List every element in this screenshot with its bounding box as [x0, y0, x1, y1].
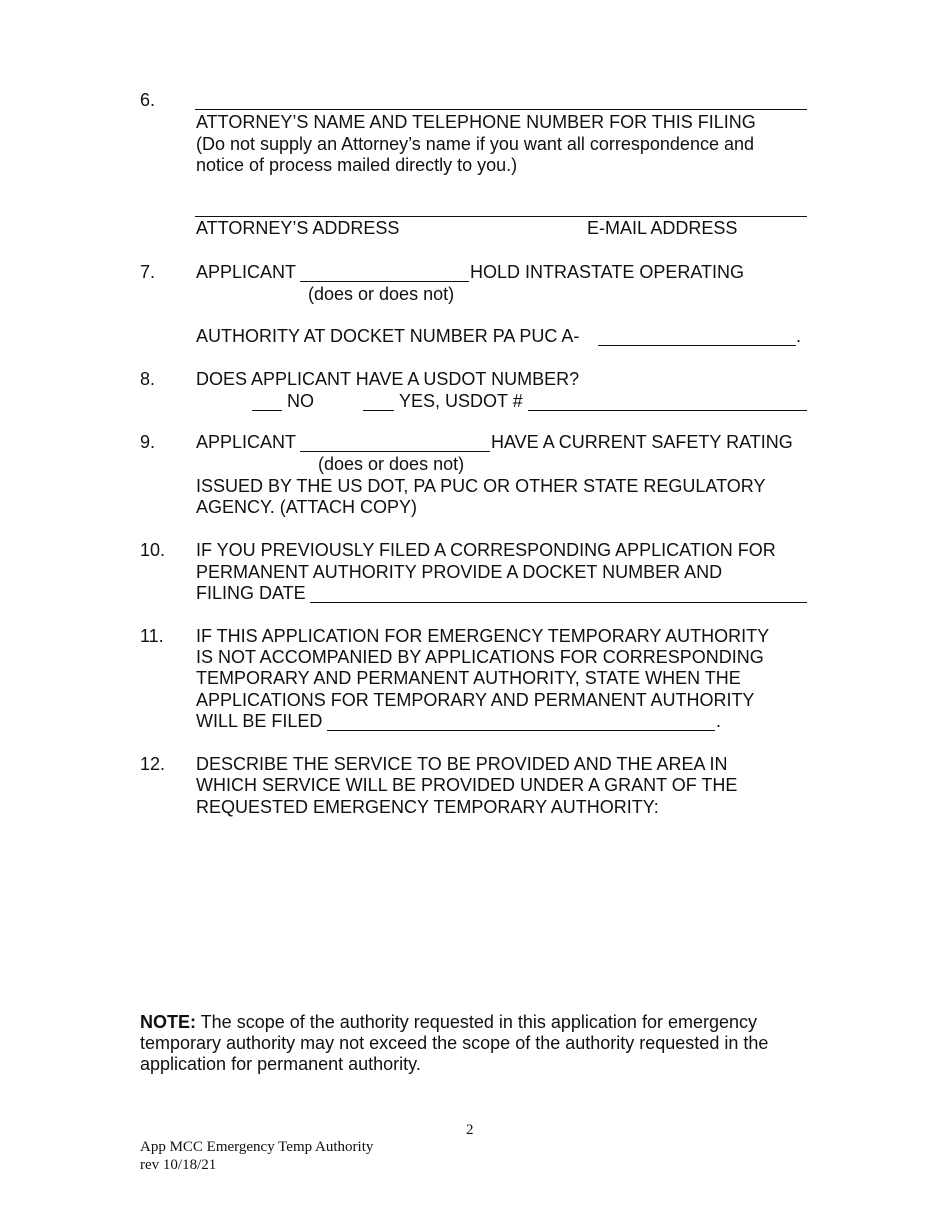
item-10-number: 10.: [140, 540, 166, 560]
item-10-line-1: IF YOU PREVIOUSLY FILED A CORRESPONDING APPLICATION FOR: [196, 540, 776, 560]
attorney-name-caption: ATTORNEY’S NAME AND TELEPHONE NUMBER FOR THIS FILING: [196, 112, 756, 132]
item-9-line-2: ISSUED BY THE US DOT, PA PUC OR OTHER STATE REGULATORY: [196, 476, 766, 496]
item-8-number: 8.: [140, 369, 156, 389]
item-10-line-3: FILING DATE: [196, 583, 306, 603]
item-12-line-2: WHICH SERVICE WILL BE PROVIDED UNDER A GRANT OF THE: [196, 775, 738, 795]
usdot-no-checkbox[interactable]: [252, 410, 282, 411]
item-7-hold-label: HOLD INTRASTATE OPERATING: [470, 262, 745, 282]
attorney-address-field[interactable]: [195, 216, 807, 217]
item-12-line-3: REQUESTED EMERGENCY TEMPORARY AUTHORITY:: [196, 797, 659, 817]
item-11-line-2: IS NOT ACCOMPANIED BY APPLICATIONS FOR CORRESPONDING: [196, 647, 764, 667]
item-9-line-3: AGENCY. (ATTACH COPY): [196, 497, 418, 517]
item-7-period: .: [796, 326, 802, 346]
usdot-number-field[interactable]: [528, 410, 807, 411]
email-address-label: E-MAIL ADDRESS: [587, 218, 738, 238]
item-11-line-5: WILL BE FILED: [196, 711, 323, 731]
attorney-instruction-line-1: (Do not supply an Attorney’s name if you want all correspondence and: [196, 134, 754, 154]
item-9-hint: (does or does not): [318, 454, 465, 474]
note-line-2: temporary authority may not exceed the scope of the authority requested in the: [140, 1033, 769, 1053]
usdot-no-label: NO: [287, 391, 314, 411]
item-9-safety-label: HAVE A CURRENT SAFETY RATING: [491, 432, 793, 452]
item-11-line-1: IF THIS APPLICATION FOR EMERGENCY TEMPORARY AUTHORITY: [196, 626, 770, 646]
item-7-docket-label: AUTHORITY AT DOCKET NUMBER PA PUC A-: [196, 326, 580, 346]
item-7-does-field[interactable]: [300, 281, 469, 282]
usdot-yes-checkbox[interactable]: [363, 410, 394, 411]
page-number: 2: [466, 1122, 474, 1138]
item-7-hint: (does or does not): [308, 284, 455, 304]
note-text-1: The scope of the authority requested in this application for emergency: [196, 1012, 757, 1032]
item-11-line-3: TEMPORARY AND PERMANENT AUTHORITY, STATE WHEN THE: [196, 668, 741, 688]
note-line-3: application for permanent authority.: [140, 1054, 421, 1074]
attorney-instruction-line-2: notice of process mailed directly to you.): [196, 155, 518, 175]
item-9-applicant-label: APPLICANT: [196, 432, 297, 452]
attorney-name-field[interactable]: [195, 109, 807, 110]
docket-filing-date-field[interactable]: [310, 602, 807, 603]
item-12-line-1: DESCRIBE THE SERVICE TO BE PROVIDED AND THE AREA IN: [196, 754, 728, 774]
item-7-number: 7.: [140, 262, 156, 282]
filing-date-field[interactable]: [327, 730, 715, 731]
item-8-question: DOES APPLICANT HAVE A USDOT NUMBER?: [196, 369, 580, 389]
attorney-address-label: ATTORNEY’S ADDRESS: [196, 218, 400, 238]
item-6-number: 6.: [140, 90, 156, 110]
note-label: NOTE:: [140, 1012, 196, 1032]
form-name: App MCC Emergency Temp Authority: [140, 1139, 374, 1155]
item-11-line-4: APPLICATIONS FOR TEMPORARY AND PERMANENT AUTHORITY: [196, 690, 755, 710]
item-7-applicant-label: APPLICANT: [196, 262, 297, 282]
item-10-line-2: PERMANENT AUTHORITY PROVIDE A DOCKET NUMBER AND: [196, 562, 723, 582]
item-11-period: .: [716, 711, 722, 731]
item-12-number: 12.: [140, 754, 166, 774]
form-revision: rev 10/18/21: [140, 1157, 217, 1173]
item-9-does-field[interactable]: [300, 451, 490, 452]
usdot-yes-label: YES, USDOT #: [399, 391, 523, 411]
item-9-number: 9.: [140, 432, 156, 452]
item-11-number: 11.: [140, 626, 164, 646]
docket-number-field[interactable]: [598, 345, 796, 346]
note-line-1: [140, 1012, 757, 1033]
